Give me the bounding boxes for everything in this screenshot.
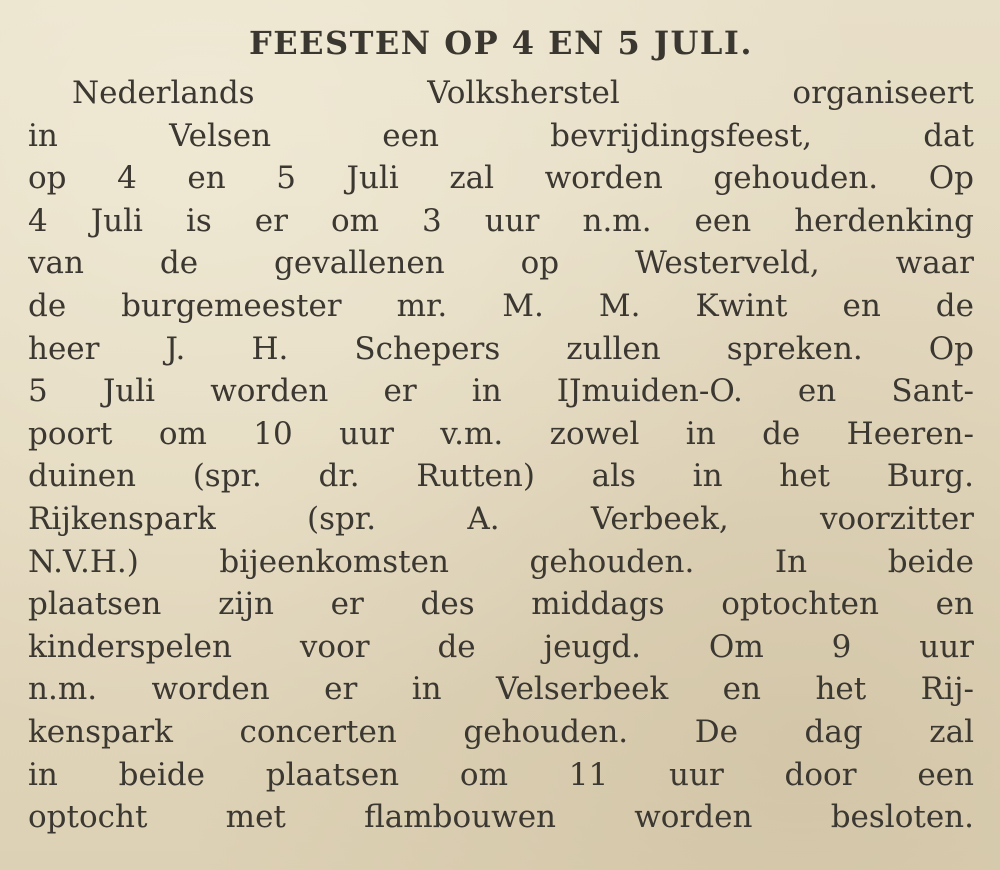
- article-line: N.V.H.) bijeenkomsten gehouden. In beide: [28, 543, 974, 580]
- article-line: in Velsen een bevrijdingsfeest, dat: [28, 117, 974, 154]
- article-line: duinen (spr. dr. Rutten) als in het Burg.: [28, 458, 974, 495]
- article-line: Rijkenspark (spr. A. Verbeek, voorzitter: [28, 500, 974, 537]
- article-line: van de gevallenen op Westerveld, waar: [28, 245, 974, 282]
- article-line: 4 Juli is er om 3 uur n.m. een herdenking: [28, 202, 974, 239]
- article-line: optocht met flambouwen worden besloten.: [28, 799, 974, 836]
- newspaper-clipping: [28, 20, 974, 860]
- article-line: op 4 en 5 Juli zal worden gehouden. Op: [28, 160, 974, 197]
- article-line: plaatsen zijn er des middags optochten en: [28, 586, 974, 623]
- article-line: kenspark concerten gehouden. De dag zal: [28, 713, 974, 750]
- article-line: n.m. worden er in Velserbeek en het Rij-: [28, 671, 974, 708]
- article-line: poort om 10 uur v.m. zowel in de Heeren-: [28, 415, 974, 452]
- article-headline: FEESTEN OP 4 EN 5 JULI.: [248, 24, 754, 62]
- article-line: kinderspelen voor de jeugd. Om 9 uur: [28, 628, 974, 665]
- article-line: de burgemeester mr. M. M. Kwint en de: [28, 287, 974, 324]
- article-line: in beide plaatsen om 11 uur door een: [28, 756, 974, 793]
- article-line: 5 Juli worden er in IJmuiden-O. en Sant-: [28, 373, 974, 410]
- article-body: [28, 72, 974, 839]
- article-line: heer J. H. Schepers zullen spreken. Op: [28, 330, 974, 367]
- article-line: Nederlands Volksherstel organiseert: [72, 75, 974, 111]
